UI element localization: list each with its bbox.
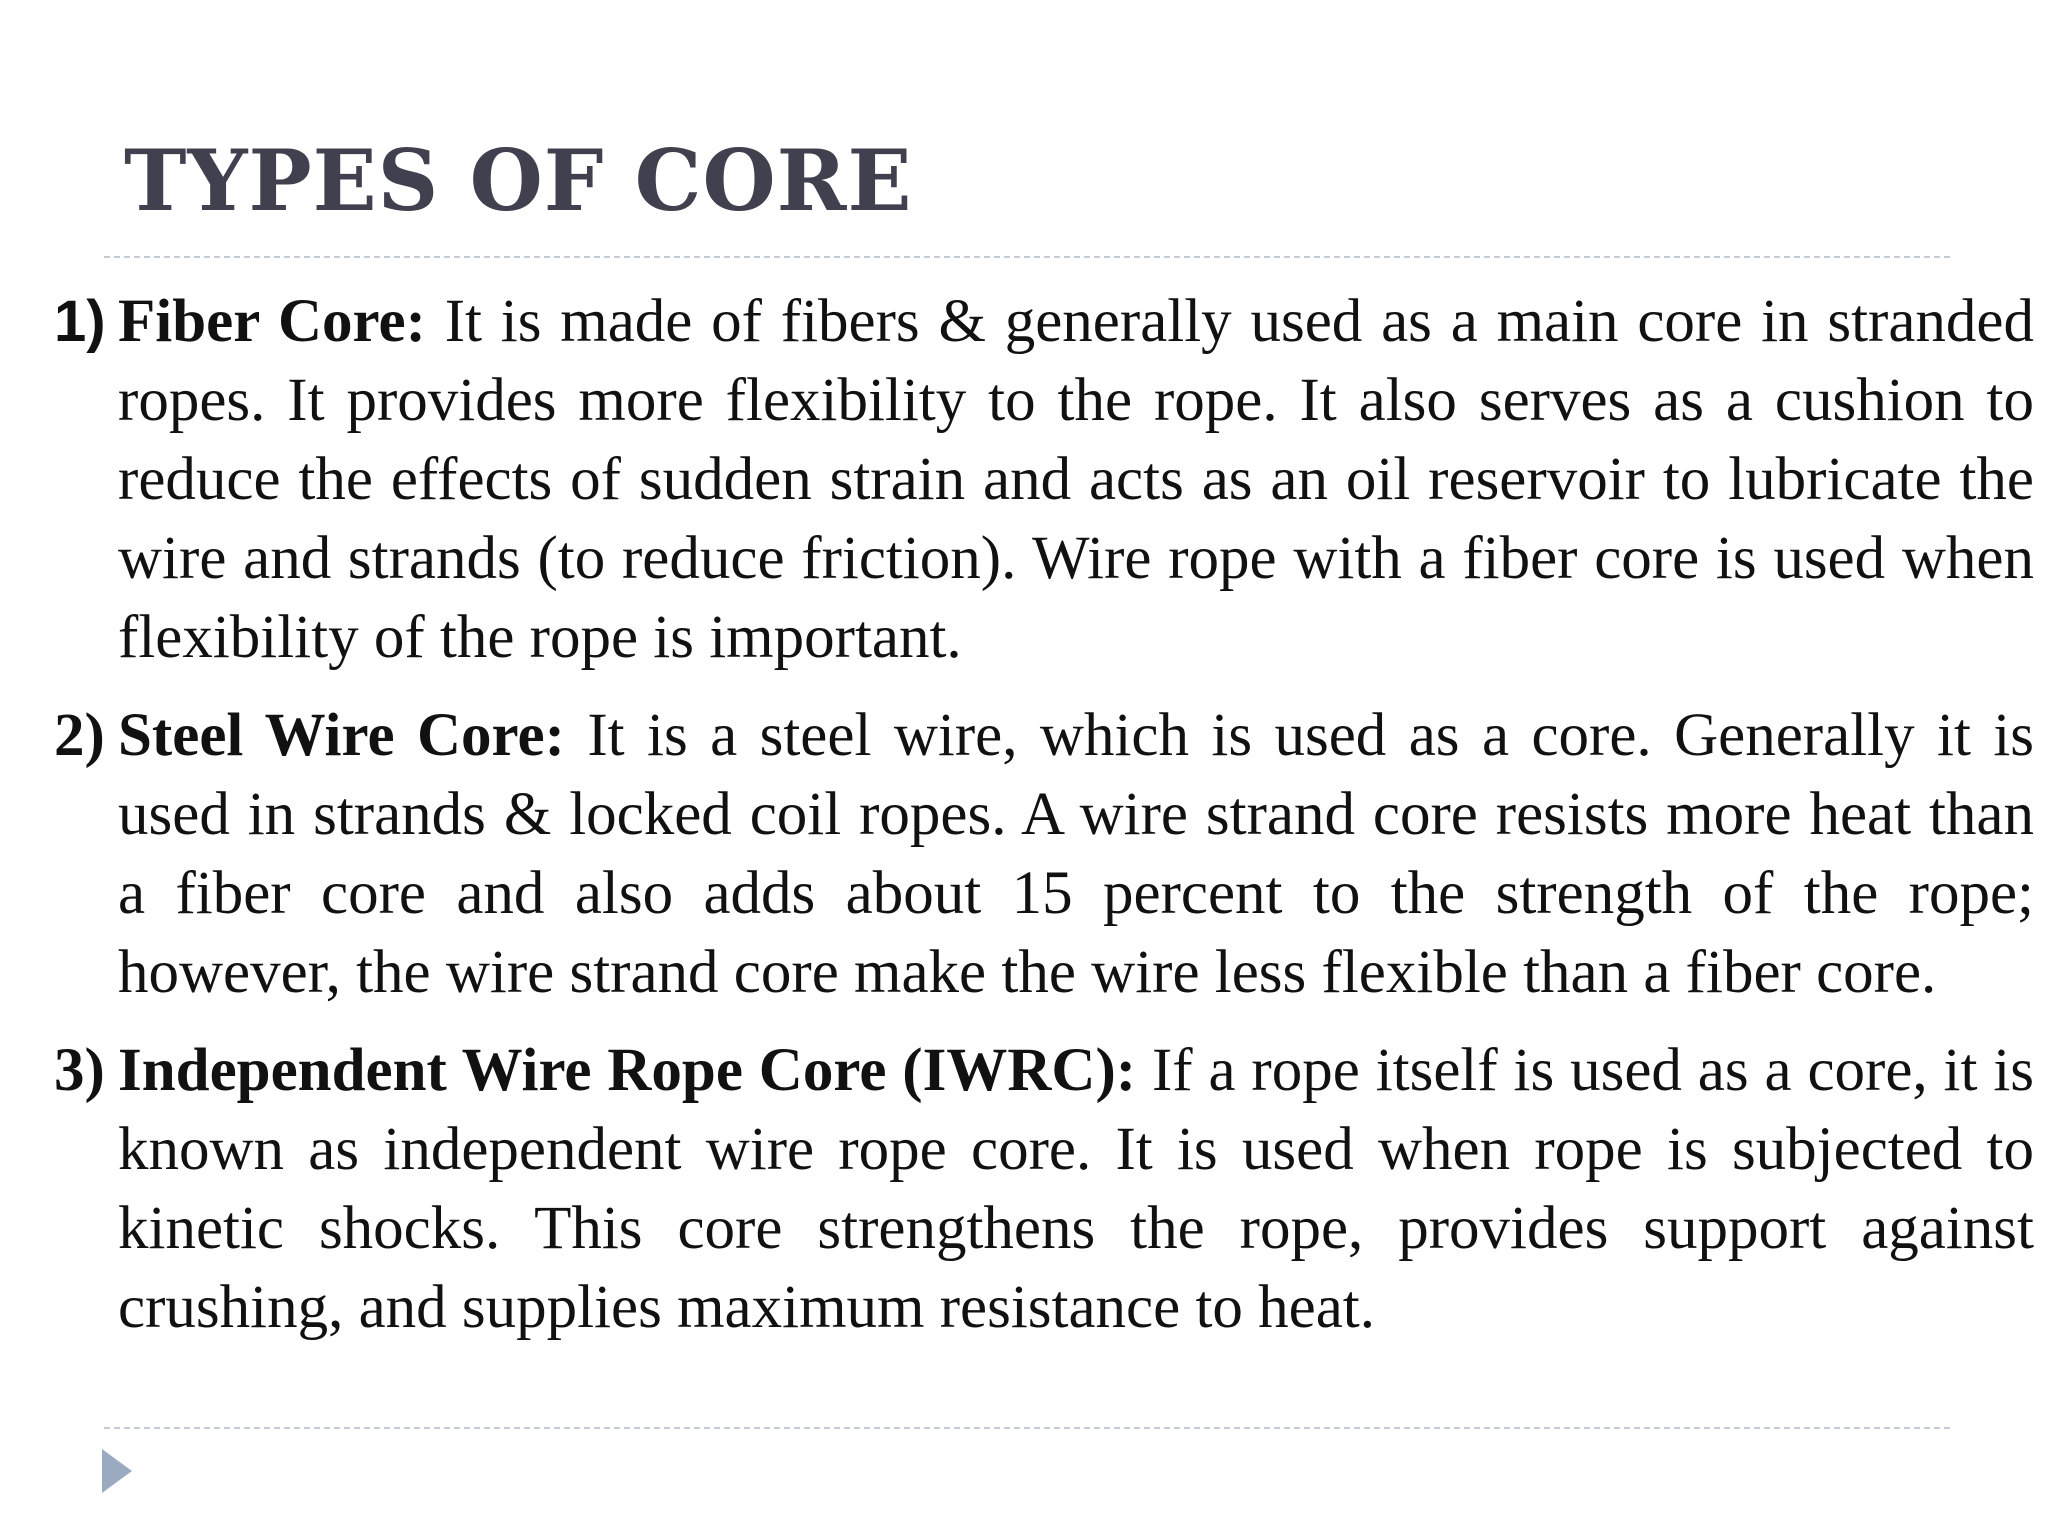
list-item-number: 1) [54, 289, 106, 354]
list-item-steel-wire-core [54, 696, 2034, 1012]
list-item-text: It is a steel wire, which is used as a core. Generally it is used in strands & locked coil ropes. A wire strand core resists more heat than a fiber core and also adds about 15 percent to the strength of the rope; however, the wire strand core make the wire less flexible than a fiber core. [118, 702, 2035, 1006]
footer-divider [104, 1427, 1950, 1429]
list-item-heading: Independent Wire Rope Core (IWRC): [118, 1037, 1137, 1104]
list-item-iwrc [54, 1031, 2034, 1347]
list-item-text: If a rope itself is used as a core, it is known as independent wire rope core. It is used when rope is subjected to kinetic shocks. This core strengthens the rope, provides support against crushing, and supplies maximum resistance to heat. [118, 1037, 2035, 1341]
list-item-heading: Steel Wire Core: [118, 702, 565, 769]
list-item-fiber-core [54, 282, 2034, 677]
triangle-right-icon [102, 1449, 132, 1493]
slide-title: TYPES OF CORE [124, 131, 913, 230]
list-item-number: 3) [54, 1037, 105, 1104]
list-item-heading: Fiber Core: [118, 288, 426, 355]
list-item-number: 2) [54, 702, 105, 769]
title-divider [104, 256, 1950, 258]
list-item-text: It is made of fibers & generally used as a main core in stranded ropes. It provides more flexibility to the rope. It also serves as a cushion to reduce the effects of sudden strain and acts as an oil reservoir to lubricate the wire and strands (to reduce friction). Wire rope with a fiber core is used when flexibility of the rope is important. [118, 288, 2035, 671]
slide-content [54, 282, 2034, 1366]
